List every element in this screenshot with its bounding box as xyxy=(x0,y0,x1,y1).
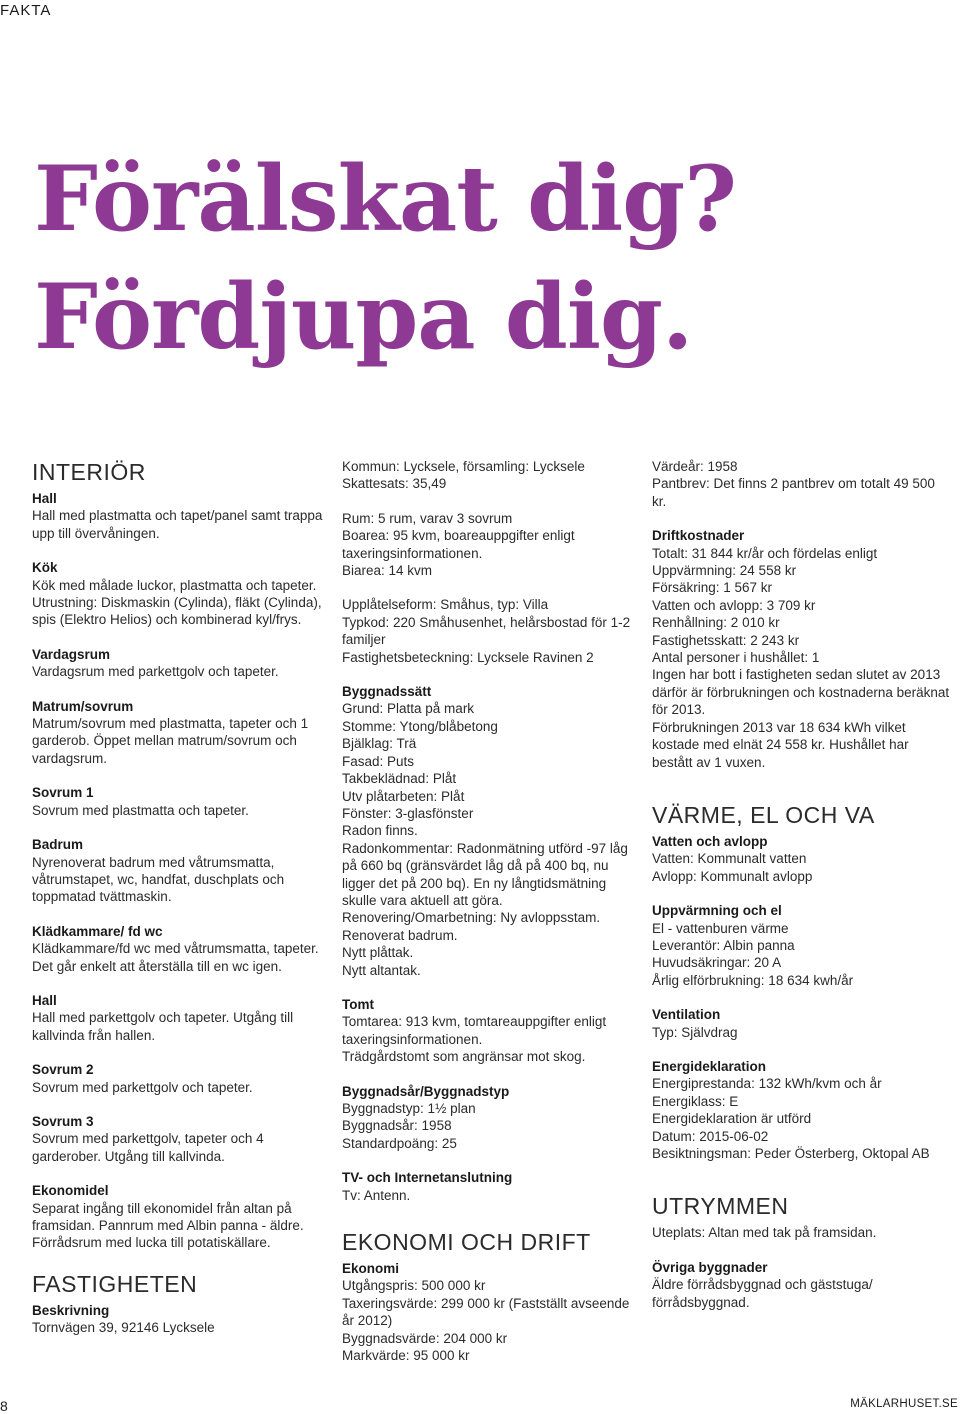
fact-line: Totalt: 31 844 kr/år och fördelas enligt xyxy=(652,545,878,561)
site-url: MÄKLARHUSET.SE xyxy=(850,1398,958,1410)
fact-line: Huvudsäkringar: 20 A xyxy=(652,955,782,971)
tomt-group xyxy=(342,996,638,1066)
fact-line: Utgångspris: 500 000 kr xyxy=(342,1278,486,1294)
fact-line: Kommun: Lycksele, församling: Lycksele xyxy=(342,459,585,474)
fact-line: Renoverat badrum. xyxy=(342,927,458,943)
fact-line: Byggnadsår: 1958 xyxy=(342,1118,452,1134)
interior-item-text: Sovrum med plastmatta och tapeter. xyxy=(32,802,249,818)
fact-line: Värdeår: 1958 xyxy=(652,459,738,474)
fact-line: Årlig elförbrukning: 18 634 kwh/år xyxy=(652,972,854,988)
fact-line: Uppvärmning: 24 558 kr xyxy=(652,563,797,579)
interior-title: INTERIÖR xyxy=(32,459,146,485)
fact-line: Takbeklädnad: Plåt xyxy=(342,771,457,787)
tv-group xyxy=(342,1169,638,1204)
interior-item-text: Sovrum med parkettgolv, tapeter och 4 garderober. Utgång till kallvinda. xyxy=(32,1131,264,1164)
fact-line: Tv: Antenn. xyxy=(342,1187,411,1203)
headline xyxy=(34,140,736,376)
fact-line: Upplåtelseform: Småhus, typ: Villa xyxy=(342,597,549,613)
fact-line: Skattesats: 35,49 xyxy=(342,476,447,492)
varme-heading: Vatten och avlopp xyxy=(652,833,768,849)
interior-item xyxy=(32,559,328,629)
varme-group xyxy=(652,833,952,885)
fact-line: Fasad: Puts xyxy=(342,753,415,769)
fact-line: Nytt plåttak. xyxy=(342,945,414,961)
fact-line: Äldre förrådsbyggnad och gäststuga/ förrådsbyggnad. xyxy=(652,1277,873,1310)
interior-item-text: Sovrum med parkettgolv och tapeter. xyxy=(32,1079,253,1095)
fastigheten-address: Tornvägen 39, 92146 Lycksele xyxy=(32,1320,215,1336)
interior-item-text: Nyrenoverat badrum med våtrumsmatta, våtrumstapet, wc, handfat, duschplats och toppmatad tvättmaskin. xyxy=(32,854,285,905)
fact-line: Avlopp: Kommunalt avlopp xyxy=(652,868,813,884)
interior-item xyxy=(32,784,328,819)
fact-line: Standardpoäng: 25 xyxy=(342,1135,457,1151)
fact-line: Stomme: Ytong/blåbetong xyxy=(342,718,498,734)
varme-heading: Ventilation xyxy=(652,1007,721,1023)
fact-line: Typkod: 220 Småhusenhet, helårsbostad för 1-2 familjer xyxy=(342,614,631,648)
fact-line: Energideklaration är utförd xyxy=(652,1111,812,1127)
utrymmen-intro-group xyxy=(652,1224,952,1241)
interior-item-heading: Vardagsrum xyxy=(32,646,111,662)
fact-line: Markvärde: 95 000 kr xyxy=(342,1348,470,1364)
fact-line: Energiklass: E xyxy=(652,1093,739,1109)
interior-item-heading: Kök xyxy=(32,560,58,576)
byggnadsar-group xyxy=(342,1083,638,1153)
fastigheten-heading: Beskrivning xyxy=(32,1302,110,1318)
fact-line: Förbrukningen 2013 var 18 634 kWh vilket kostade med elnät 24 558 kr. Hushållet har bestått av 1 vuxen. xyxy=(652,719,909,770)
tv-heading: TV- och Internetanslutning xyxy=(342,1170,513,1186)
fact-line: Taxeringsvärde: 299 000 kr (Fastställt avseende år 2012) xyxy=(342,1295,630,1329)
interior-item xyxy=(32,992,328,1044)
fact-line: Nytt altantak. xyxy=(342,962,421,978)
ekonomi-heading: Ekonomi xyxy=(342,1261,400,1277)
fact-line: Energiprestanda: 132 kWh/kvm och år xyxy=(652,1076,882,1092)
fact-line: Renhållning: 2 010 kr xyxy=(652,615,780,631)
interior-item-text: Kök med målade luckor, plastmatta och tapeter. Utrustning: Diskmaskin (Cylinda), fläkt (Cylinda), spis (Elektro Helios) och kombinerad kyl/frys. xyxy=(32,577,322,628)
interior-item-heading: Hall xyxy=(32,491,57,506)
varme-group xyxy=(652,1058,952,1162)
fact-line: Radonkommentar: Radonmätning utförd -97 låg på 660 bq (gränsvärdet låg då på 400 bq, nu ligger det på 200 bq). En ny långtidsmätning skulle vara aktuell att göra. xyxy=(342,840,628,908)
municipality-group xyxy=(342,458,638,493)
varme-group xyxy=(652,902,952,989)
interior-item-heading: Ekonomidel xyxy=(32,1183,109,1199)
fact-line: Boarea: 95 kvm, boareauppgifter enligt taxeringsinformationen. xyxy=(342,528,575,561)
section-tag: FAKTA xyxy=(0,2,52,19)
fact-line: Bjälklag: Trä xyxy=(342,736,417,752)
ekonomi-title: EKONOMI OCH DRIFT xyxy=(342,1229,591,1256)
fact-line: Ingen har bott i fastigheten sedan slutet av 2013 därför är förbrukningen och kostnaderna beräknat för 2013. xyxy=(652,667,950,718)
headline-line-2: Fördjupa dig. xyxy=(34,264,693,370)
fact-line: Uteplats: Altan med tak på framsidan. xyxy=(652,1225,877,1241)
varme-heading: Uppvärmning och el xyxy=(652,903,782,919)
fact-line: Typ: Självdrag xyxy=(652,1024,738,1040)
interior-item xyxy=(32,1113,328,1165)
fact-line: Leverantör: Albin panna xyxy=(652,937,795,953)
fact-line: Renovering/Omarbetning: Ny avloppsstam. xyxy=(342,910,601,926)
driftkostnader-group xyxy=(652,527,952,771)
fact-line: Besiktningsman: Peder Österberg, Oktopal AB xyxy=(652,1146,930,1161)
interior-item xyxy=(32,698,328,768)
column-costs-utilities xyxy=(652,458,952,1328)
interior-item xyxy=(32,646,328,681)
fact-line: Byggnadstyp: 1½ plan xyxy=(342,1101,476,1116)
byggnadsar-heading: Byggnadsår/Byggnadstyp xyxy=(342,1083,510,1099)
column-property-facts xyxy=(342,458,638,1381)
ovriga-byggnader-group xyxy=(652,1259,952,1311)
varme-title: VÄRME, EL OCH VA xyxy=(652,801,875,828)
rooms-group xyxy=(342,510,638,580)
fact-line: Vatten: Kommunalt vatten xyxy=(652,851,807,867)
interior-item xyxy=(32,490,328,542)
fastigheten-group xyxy=(32,1302,328,1337)
tenure-group xyxy=(342,596,638,666)
varme-heading: Energideklaration xyxy=(652,1058,767,1074)
fact-line: Antal personer i hushållet: 1 xyxy=(652,650,820,666)
interior-item-text: Matrum/sovrum med plastmatta, tapeter och 1 garderob. Öppet mellan matrum/sovrum och vardagsrum. xyxy=(32,716,309,766)
fact-line: El - vattenburen värme xyxy=(652,920,789,936)
fact-line: Pantbrev: Det finns 2 pantbrev om totalt 49 500 kr. xyxy=(652,476,935,509)
fact-line: Vatten och avlopp: 3 709 kr xyxy=(652,597,816,613)
value-year-group xyxy=(652,458,952,510)
fact-line: Tomtarea: 913 kvm, tomtareauppgifter enligt taxeringsinformationen. xyxy=(342,1014,607,1047)
tomt-heading: Tomt xyxy=(342,996,374,1012)
fastigheten-title: FASTIGHETEN xyxy=(32,1270,198,1297)
column-interior xyxy=(32,458,328,1354)
interior-item-text: Klädkammare/fd wc med våtrumsmatta, tapeter. Det går enkelt att återställa till en wc igen. xyxy=(32,941,319,974)
fact-line: Trädgårdstomt som angränsar mot skog. xyxy=(342,1049,586,1065)
headline-line-1: Förälskat dig? xyxy=(34,146,736,252)
varme-group xyxy=(652,1006,952,1041)
byggnadssatt-heading: Byggnadssätt xyxy=(342,684,432,700)
interior-item xyxy=(32,1061,328,1096)
fact-line: Fastighetsbeteckning: Lycksele Ravinen 2 xyxy=(342,649,594,665)
fact-line: Grund: Platta på mark xyxy=(342,701,475,717)
fact-line: Rum: 5 rum, varav 3 sovrum xyxy=(342,510,513,526)
fact-line: Byggnadsvärde: 204 000 kr xyxy=(342,1330,508,1346)
interior-item-text: Hall med plastmatta och tapet/panel samt trappa upp till övervåningen. xyxy=(32,508,323,541)
driftkostnader-heading: Driftkostnader xyxy=(652,528,745,544)
fact-line: Biarea: 14 kvm xyxy=(342,563,433,579)
fact-line: Radon finns. xyxy=(342,823,418,839)
interior-item-heading: Sovrum 3 xyxy=(32,1113,94,1129)
fact-line: Fastighetsskatt: 2 243 kr xyxy=(652,632,800,648)
interior-item-heading: Sovrum 2 xyxy=(32,1062,94,1078)
ovriga-byggnader-heading: Övriga byggnader xyxy=(652,1259,768,1275)
interior-item-heading: Badrum xyxy=(32,837,84,853)
interior-item-heading: Hall xyxy=(32,992,57,1008)
interior-item xyxy=(32,923,328,975)
page-number: 8 xyxy=(0,1398,8,1414)
fact-line: Försäkring: 1 567 kr xyxy=(652,580,773,596)
fact-line: Fönster: 3-glasfönster xyxy=(342,805,474,821)
interior-item xyxy=(32,1182,328,1252)
byggnadssatt-group xyxy=(342,683,638,979)
interior-item-text: Hall med parkettgolv och tapeter. Utgång till kallvinda från hallen. xyxy=(32,1010,294,1043)
interior-item-text: Separat ingång till ekonomidel från altan på framsidan. Pannrum med Albin panna - äldre. Förrådsrum med lucka till potatiskällare. xyxy=(32,1200,304,1251)
fact-line: Datum: 2015-06-02 xyxy=(652,1128,769,1144)
interior-item-heading: Klädkammare/ fd wc xyxy=(32,923,163,939)
interior-item-heading: Matrum/sovrum xyxy=(32,698,134,714)
utrymmen-title: UTRYMMEN xyxy=(652,1193,789,1220)
fact-line: Utv plåtarbeten: Plåt xyxy=(342,788,465,804)
interior-item-text: Vardagsrum med parkettgolv och tapeter. xyxy=(32,664,279,680)
interior-item-heading: Sovrum 1 xyxy=(32,785,94,801)
interior-item xyxy=(32,836,328,906)
ekonomi-group xyxy=(342,1260,638,1364)
